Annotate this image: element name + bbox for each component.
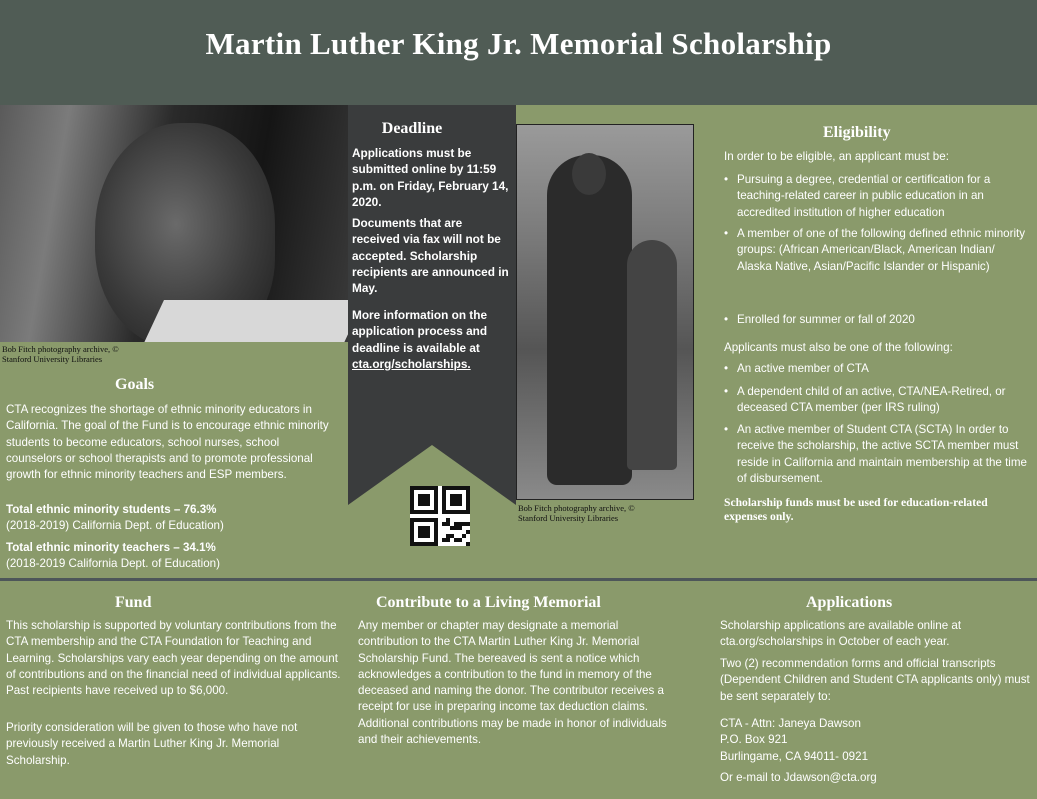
list-item: • A dependent child of an active, CTA/NEA-Retired, or deceased CTA member (per IRS ruling) [724, 385, 1006, 415]
portrait-photo [0, 105, 348, 342]
address-line: P.O. Box 921 [720, 733, 788, 747]
fund-text-2: Priority consideration will be given to those who have not previously received a Martin Luther King Jr. Memorial Scholarship. [6, 721, 298, 767]
applications-text-1: Scholarship applications are available online at cta.org/scholarships in October of each year. [720, 619, 962, 649]
qr-code[interactable] [410, 486, 470, 546]
mailing-address [720, 716, 868, 765]
contribute-heading: Contribute to a Living Memorial [376, 594, 601, 611]
march-photo [516, 124, 694, 500]
list-item: • Enrolled for summer or fall of 2020 [724, 313, 915, 326]
section-divider [0, 578, 1037, 581]
address-line: CTA - Attn: Janeya Dawson [720, 717, 861, 730]
scholarships-link[interactable]: cta.org/scholarships. [352, 356, 471, 371]
stat-teachers-source: (2018-2019 California Dept. of Education) [6, 557, 220, 570]
stat-students-source: (2018-2019) California Dept. of Education) [6, 519, 224, 532]
eligibility-note: Scholarship funds must be used for education-related expenses only. [724, 496, 988, 523]
eligibility-heading: Eligibility [823, 124, 891, 141]
applications-heading: Applications [806, 594, 893, 611]
list-item: • An active member of Student CTA (SCTA) In order to receive the scholarship, the active SCTA member must reside in California and maintain membership at the time of disbursement. [724, 423, 1027, 485]
photo-credit-1: Bob Fitch photography archive, © Stanford University Libraries [2, 344, 119, 364]
list-item: • A member of one of the following defined ethnic minority groups: (African American/Black, American Indian/ Alaska Native, Asian/Pacific Islander or Hispanic) [724, 227, 1026, 273]
goals-text: CTA recognizes the shortage of ethnic minority educators in California. The goal of the Fund is to encourage ethnic minority students to become educators, school nurses, school counselors or school therapists and to promote professional growth for ethnic minority teachers and ESP members. [6, 403, 329, 482]
deadline-text-2: Documents that are received via fax will not be accepted. Scholarship recipients are announced in May. [352, 216, 509, 296]
address-line: Burlingame, CA 94011- 0921 [720, 749, 869, 763]
eligibility-also-intro: Applicants must also be one of the following: [724, 341, 953, 354]
photo-credit-2: Bob Fitch photography archive, © Stanford University Libraries [518, 503, 635, 523]
list-item: • An active member of CTA [724, 362, 869, 375]
fund-heading: Fund [115, 594, 152, 611]
eligibility-intro: In order to be eligible, an applicant must be: [724, 150, 949, 163]
deadline-text-1: Applications must be submitted online by 11:59 p.m. on Friday, February 14, 2020. [352, 146, 509, 209]
stat-students: Total ethnic minority students – 76.3% [6, 503, 217, 516]
deadline-text-3: More information on the application process and deadline is available at cta.org/scholarships. [352, 308, 488, 371]
list-item: • Pursuing a degree, credential or certification for a teaching-related career in public education in an accredited institution of higher education [724, 173, 991, 219]
fund-text-1: This scholarship is supported by voluntary contributions from the CTA membership and the CTA Foundation for Teaching and Learning. Scholarships vary each year depending on the amount of contributions and on the financial need of individual applicants. Past recipients have received up to $6,000. [6, 619, 341, 698]
email-contact[interactable]: Or e-mail to Jdawson@cta.org [720, 771, 877, 784]
goals-heading: Goals [115, 376, 155, 393]
page-title: Martin Luther King Jr. Memorial Scholarship [205, 26, 832, 61]
applications-text-2: Two (2) recommendation forms and official transcripts (Dependent Children and Student CTA applicants only) must be sent separately to: [720, 657, 1030, 703]
header-banner [0, 0, 1037, 105]
deadline-heading: Deadline [381, 120, 443, 137]
stat-teachers: Total ethnic minority teachers – 34.1% [6, 541, 216, 554]
contribute-text: Any member or chapter may designate a memorial contribution to the CTA Martin Luther King Jr. Memorial Scholarship Fund. The bereaved is sent a notice which acknowledges a contribution to the fund in memory of the deceased and naming the donor. The contributor receives a receipt for use in preparing income tax deduction claims. Additional contributions may be made in honor of individuals and their achievements. [358, 619, 667, 747]
